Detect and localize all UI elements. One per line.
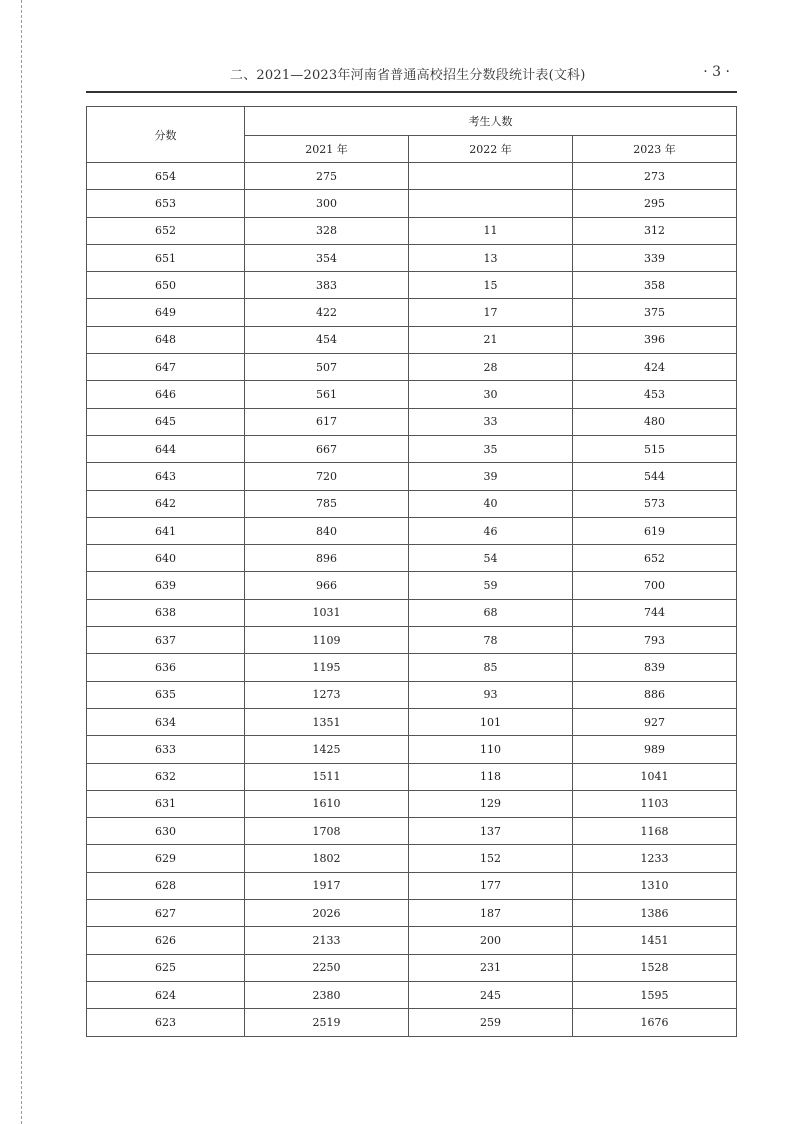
- score-cell: 635: [87, 681, 245, 708]
- table-row: [87, 490, 737, 517]
- table-row: [87, 163, 737, 190]
- score-cell: 634: [87, 708, 245, 735]
- score-cell: 642: [87, 490, 245, 517]
- count-2021-cell: 561: [245, 381, 409, 408]
- count-2022-cell: 231: [409, 954, 573, 981]
- table-row: [87, 272, 737, 299]
- count-2023-cell: 619: [573, 517, 737, 544]
- score-cell: 625: [87, 954, 245, 981]
- count-2021-cell: 1917: [245, 872, 409, 899]
- count-2022-cell: 200: [409, 927, 573, 954]
- count-2023-cell: 480: [573, 408, 737, 435]
- count-2022-cell: 33: [409, 408, 573, 435]
- score-cell: 648: [87, 326, 245, 353]
- count-2023-cell: 573: [573, 490, 737, 517]
- count-2022-cell: 129: [409, 790, 573, 817]
- count-2023-cell: 1233: [573, 845, 737, 872]
- table-row: [87, 736, 737, 763]
- count-2022-cell: 85: [409, 654, 573, 681]
- year-2021-header: 2021 年: [245, 136, 409, 163]
- table-row: [87, 627, 737, 654]
- count-2023-cell: 652: [573, 545, 737, 572]
- count-2022-cell: 30: [409, 381, 573, 408]
- count-2023-cell: 375: [573, 299, 737, 326]
- count-2022-cell: 152: [409, 845, 573, 872]
- table-row: [87, 217, 737, 244]
- table-row: [87, 872, 737, 899]
- score-cell: 643: [87, 463, 245, 490]
- count-2023-cell: 839: [573, 654, 737, 681]
- count-2021-cell: 617: [245, 408, 409, 435]
- count-2022-cell: 187: [409, 900, 573, 927]
- count-2022-cell: 259: [409, 1009, 573, 1036]
- candidate-count-group-header: 考生人数: [245, 107, 737, 136]
- count-2023-cell: 453: [573, 381, 737, 408]
- score-cell: 633: [87, 736, 245, 763]
- count-2022-cell: 17: [409, 299, 573, 326]
- count-2022-cell: [409, 163, 573, 190]
- table-row: [87, 981, 737, 1008]
- count-2021-cell: 383: [245, 272, 409, 299]
- count-2023-cell: 1676: [573, 1009, 737, 1036]
- count-2023-cell: 744: [573, 599, 737, 626]
- table-row: [87, 572, 737, 599]
- score-cell: 653: [87, 190, 245, 217]
- table-row: [87, 790, 737, 817]
- table-row: [87, 299, 737, 326]
- count-2021-cell: 454: [245, 326, 409, 353]
- count-2023-cell: 1041: [573, 763, 737, 790]
- count-2021-cell: 1109: [245, 627, 409, 654]
- score-cell: 652: [87, 217, 245, 244]
- score-cell: 650: [87, 272, 245, 299]
- table-row: [87, 654, 737, 681]
- count-2023-cell: 396: [573, 326, 737, 353]
- count-2021-cell: 1511: [245, 763, 409, 790]
- count-2022-cell: 11: [409, 217, 573, 244]
- table-row: [87, 927, 737, 954]
- table-row: [87, 326, 737, 353]
- score-cell: 636: [87, 654, 245, 681]
- count-2023-cell: 1528: [573, 954, 737, 981]
- table-row: [87, 681, 737, 708]
- table-header: [87, 107, 737, 163]
- count-2022-cell: [409, 190, 573, 217]
- score-cell: 628: [87, 872, 245, 899]
- score-cell: 624: [87, 981, 245, 1008]
- header-rule: [86, 91, 737, 93]
- count-2023-cell: 700: [573, 572, 737, 599]
- count-2022-cell: 54: [409, 545, 573, 572]
- count-2021-cell: 785: [245, 490, 409, 517]
- page-header: [230, 64, 730, 84]
- count-2021-cell: 720: [245, 463, 409, 490]
- count-2021-cell: 896: [245, 545, 409, 572]
- table-row: [87, 708, 737, 735]
- score-cell: 639: [87, 572, 245, 599]
- count-2021-cell: 2519: [245, 1009, 409, 1036]
- score-cell: 632: [87, 763, 245, 790]
- table-row: [87, 381, 737, 408]
- table-row: [87, 1009, 737, 1036]
- score-cell: 630: [87, 818, 245, 845]
- score-distribution-table: [86, 106, 737, 1037]
- count-2023-cell: 793: [573, 627, 737, 654]
- count-2021-cell: 840: [245, 517, 409, 544]
- count-2022-cell: 137: [409, 818, 573, 845]
- count-2023-cell: 295: [573, 190, 737, 217]
- year-2022-header: 2022 年: [409, 136, 573, 163]
- table-row: [87, 435, 737, 462]
- count-2022-cell: 28: [409, 354, 573, 381]
- count-2023-cell: 1168: [573, 818, 737, 845]
- count-2023-cell: 886: [573, 681, 737, 708]
- count-2021-cell: 1031: [245, 599, 409, 626]
- table-row: [87, 818, 737, 845]
- table-row: [87, 545, 737, 572]
- table-row: [87, 954, 737, 981]
- count-2022-cell: 40: [409, 490, 573, 517]
- score-cell: 641: [87, 517, 245, 544]
- count-2023-cell: 1310: [573, 872, 737, 899]
- count-2021-cell: 507: [245, 354, 409, 381]
- count-2022-cell: 39: [409, 463, 573, 490]
- table-row: [87, 190, 737, 217]
- count-2021-cell: 1802: [245, 845, 409, 872]
- count-2023-cell: 1451: [573, 927, 737, 954]
- count-2021-cell: 328: [245, 217, 409, 244]
- table-body: [87, 163, 737, 1037]
- score-cell: 644: [87, 435, 245, 462]
- table-row: [87, 244, 737, 271]
- table-row: [87, 463, 737, 490]
- score-cell: 651: [87, 244, 245, 271]
- score-cell: 627: [87, 900, 245, 927]
- count-2023-cell: 989: [573, 736, 737, 763]
- count-2023-cell: 1386: [573, 900, 737, 927]
- page-title: 二、2021—2023年河南省普通高校招生分数段统计表(文科): [230, 68, 586, 83]
- count-2021-cell: 1708: [245, 818, 409, 845]
- count-2021-cell: 2026: [245, 900, 409, 927]
- score-cell: 637: [87, 627, 245, 654]
- score-cell: 626: [87, 927, 245, 954]
- count-2023-cell: 424: [573, 354, 737, 381]
- year-2023-header: 2023 年: [573, 136, 737, 163]
- count-2021-cell: 1195: [245, 654, 409, 681]
- count-2021-cell: 966: [245, 572, 409, 599]
- table-row: [87, 845, 737, 872]
- score-cell: 647: [87, 354, 245, 381]
- count-2021-cell: 1351: [245, 708, 409, 735]
- count-2021-cell: 1273: [245, 681, 409, 708]
- count-2023-cell: 927: [573, 708, 737, 735]
- count-2021-cell: 2133: [245, 927, 409, 954]
- count-2022-cell: 13: [409, 244, 573, 271]
- count-2021-cell: 667: [245, 435, 409, 462]
- count-2021-cell: 2250: [245, 954, 409, 981]
- count-2023-cell: 1595: [573, 981, 737, 1008]
- count-2022-cell: 78: [409, 627, 573, 654]
- count-2023-cell: 515: [573, 435, 737, 462]
- score-cell: 631: [87, 790, 245, 817]
- count-2023-cell: 273: [573, 163, 737, 190]
- count-2022-cell: 46: [409, 517, 573, 544]
- count-2022-cell: 93: [409, 681, 573, 708]
- score-cell: 645: [87, 408, 245, 435]
- count-2021-cell: 275: [245, 163, 409, 190]
- count-2022-cell: 35: [409, 435, 573, 462]
- score-cell: 640: [87, 545, 245, 572]
- table-row: [87, 763, 737, 790]
- count-2023-cell: 544: [573, 463, 737, 490]
- score-cell: 629: [87, 845, 245, 872]
- count-2023-cell: 358: [573, 272, 737, 299]
- count-2022-cell: 15: [409, 272, 573, 299]
- count-2021-cell: 1425: [245, 736, 409, 763]
- count-2022-cell: 245: [409, 981, 573, 1008]
- count-2022-cell: 68: [409, 599, 573, 626]
- count-2022-cell: 118: [409, 763, 573, 790]
- score-cell: 623: [87, 1009, 245, 1036]
- table-row: [87, 408, 737, 435]
- table-row: [87, 517, 737, 544]
- table-row: [87, 599, 737, 626]
- score-cell: 638: [87, 599, 245, 626]
- table-row: [87, 354, 737, 381]
- count-2022-cell: 59: [409, 572, 573, 599]
- score-cell: 654: [87, 163, 245, 190]
- count-2021-cell: 422: [245, 299, 409, 326]
- count-2021-cell: 300: [245, 190, 409, 217]
- count-2022-cell: 110: [409, 736, 573, 763]
- binding-margin-line: [21, 0, 22, 1124]
- count-2021-cell: 2380: [245, 981, 409, 1008]
- count-2023-cell: 339: [573, 244, 737, 271]
- count-2023-cell: 312: [573, 217, 737, 244]
- score-cell: 646: [87, 381, 245, 408]
- count-2022-cell: 21: [409, 326, 573, 353]
- count-2021-cell: 1610: [245, 790, 409, 817]
- score-column-header: 分数: [87, 107, 245, 163]
- count-2022-cell: 177: [409, 872, 573, 899]
- count-2021-cell: 354: [245, 244, 409, 271]
- count-2022-cell: 101: [409, 708, 573, 735]
- count-2023-cell: 1103: [573, 790, 737, 817]
- page-number: · 3 ·: [703, 64, 730, 80]
- table-row: [87, 900, 737, 927]
- score-cell: 649: [87, 299, 245, 326]
